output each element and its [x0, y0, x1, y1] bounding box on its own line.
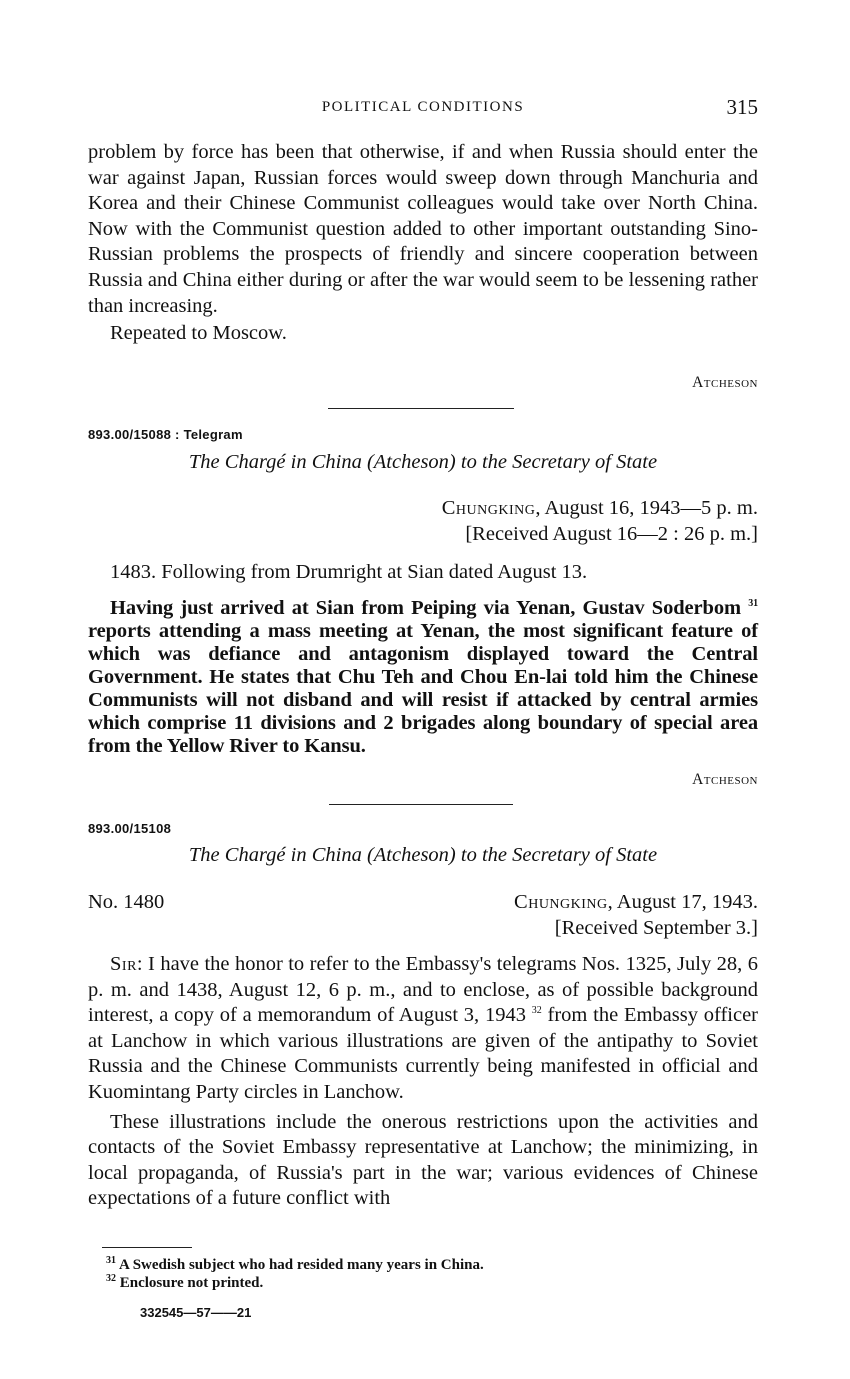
printer-code: 332545—57——21	[140, 1305, 252, 1320]
despatch-p1-a: : I have the honor to refer to the Embassy's telegrams Nos. 1325, July 28, 6 p. m. and 1438, August 12, 6 p. m., and to enclose, as of possible background interest, a copy of a memorandum of August 3, 1943	[88, 953, 758, 1027]
footnote-text: A Swedish subject who had resided many years in China.	[118, 1257, 484, 1273]
repeated-note: Repeated to Moscow.	[110, 322, 287, 345]
dateline-date-2: , August 17, 1943.	[607, 891, 758, 913]
document-title-1: The Chargé in China (Atcheson) to the Secretary of State	[188, 451, 658, 473]
file-number-1: 893.00/15088 : Telegram	[88, 427, 243, 442]
despatch-number: No. 1480	[88, 891, 165, 913]
telegram-body	[88, 597, 758, 758]
despatch-paragraph-2: These illustrations include the onerous restrictions upon the activities and contacts of the Soviet Embassy representative at Lanchow; the minimizing, in local propaganda, of Russia's part in the war; various evidences of Chinese expectations of a future conflict with	[88, 1110, 758, 1210]
telegram-lead-text: 1483. Following from Drumright at Sian dated August 13.	[110, 561, 588, 583]
page-number: 315	[726, 95, 758, 119]
telegram-lead	[88, 560, 758, 586]
running-head-title: POLITICAL CONDITIONS	[321, 99, 525, 115]
footnote-num: 31	[106, 1255, 116, 1266]
telegram-text-b: reports attending a mass meeting at Yenan, the most significant feature of which was defiance and antagonism displayed toward the Central Government. He states that Chu Teh and Chou En-lai told him the Chinese Communists will not disband and will resist if attacked by central armies which comprise 11 divisions and 2 brigades along boundary of special area from the Yellow River to Kansu.	[88, 620, 758, 757]
footnote-32	[106, 1274, 746, 1292]
footnote-ref-31: 31	[748, 598, 758, 610]
despatch-paragraph-1	[88, 952, 758, 1106]
dateline-2	[514, 891, 758, 914]
received-note-2: [Received September 3.]	[554, 917, 758, 939]
continuation-text: problem by force has been that otherwise, if and when Russia should enter the war against Japan, Russian forces would sweep down through Manchuria and Korea and their Chinese Communist colleagues would take over North China. Now with the Communist question added to other important outstanding Sino-Russian problems the prospects of friendly and sincere cooperation between Russia and China either during or after the war would seem to be lessening rather than increasing.	[88, 141, 758, 317]
dateline-place-1: Chungking	[441, 497, 536, 519]
document-title-2: The Chargé in China (Atcheson) to the Secretary of State	[188, 844, 658, 866]
signature-2: Atcheson	[692, 771, 758, 788]
footnote-31	[106, 1256, 746, 1274]
continuation-paragraph	[88, 140, 758, 347]
footnote-num: 32	[106, 1273, 116, 1284]
running-head	[88, 95, 758, 125]
footnotes	[106, 1256, 746, 1292]
telegram-text	[88, 597, 758, 758]
salutation: Sir	[110, 953, 137, 975]
dateline-1	[442, 497, 758, 520]
despatch-body	[88, 952, 758, 1212]
footnote-text: Enclosure not printed.	[119, 1275, 264, 1291]
footnote-rule	[102, 1247, 192, 1248]
footnote-ref-32: 32	[531, 1005, 542, 1017]
signature-1: Atcheson	[692, 374, 758, 391]
received-note-1: [Received August 16—2 : 26 p. m.]	[465, 523, 758, 545]
dateline-date-1: , August 16, 1943—5 p. m.	[535, 497, 758, 519]
file-number-2: 893.00/15108	[88, 821, 172, 836]
section-divider	[328, 408, 514, 409]
telegram-text-a: Having just arrived at Sian from Peiping via Yenan, Gustav Soderbom	[110, 597, 741, 619]
dateline-place-2: Chungking	[514, 891, 608, 913]
section-divider-2	[329, 804, 513, 805]
despatch-p1-b: from the Embassy officer at Lanchow in which various illustrations are given of the antipathy to Soviet Russia and the Chinese Communists currently being manifested in official and Kuomintang Party circles in Lanchow.	[88, 1004, 759, 1103]
